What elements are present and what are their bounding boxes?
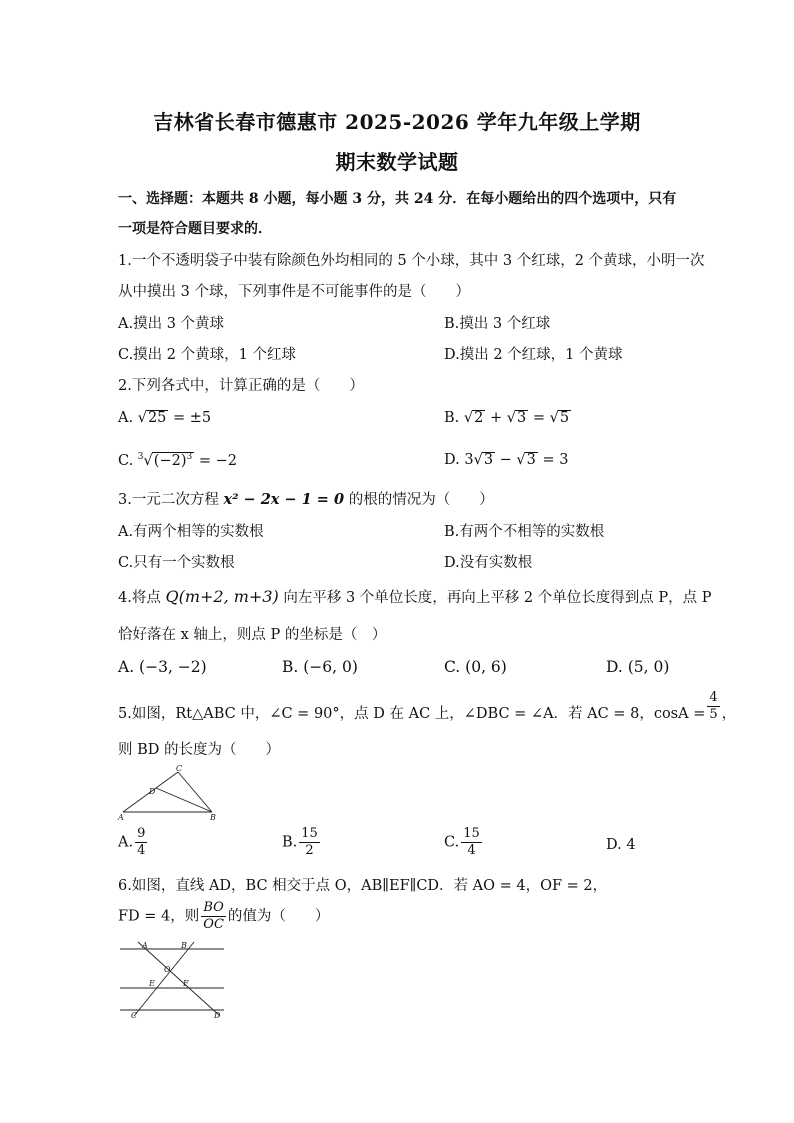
q6-frac-den: OC (203, 917, 224, 932)
radical-sign: √ (137, 410, 147, 426)
q5-c-fraction (461, 826, 482, 859)
q2-c-index: 3 (137, 452, 144, 462)
q2-b-r2: 3 (516, 410, 527, 426)
label-b: B (181, 941, 187, 950)
q2-d-r1: 3 (483, 452, 494, 468)
q1-stem-line2: 从中摸出 3 个球，下列事件是不可能事件的是（ ） (118, 284, 470, 300)
q6-parallel-lines-figure (116, 938, 231, 1024)
q2-c-rest: = −2 (194, 452, 237, 469)
q5-triangle-svg (116, 762, 226, 822)
q2-option-c (118, 452, 237, 470)
q2-option-d (444, 452, 569, 469)
q3-option-a: A.有两个相等的实数根 (118, 524, 264, 540)
page-subtitle: 期末数学试题 (335, 150, 459, 174)
q1-stem-line1: 1.一个不透明袋子中装有除颜色外均相同的 5 个小球，其中 3 个红球，2 个黄球，小明一次 (118, 253, 705, 269)
label-c: C (176, 764, 183, 773)
q5-stem-line1 (118, 689, 737, 723)
label-a: A (118, 813, 124, 822)
radical-sign: √ (143, 452, 153, 469)
q4-stem-pre: 4.将点 (118, 590, 166, 606)
q2-d-label: D. (444, 452, 460, 468)
label-b: B (210, 813, 216, 822)
q4-stem-line1 (118, 586, 711, 607)
q5-a-label: A. (118, 834, 134, 851)
section-heading-line2: 一项是符合题目要求的． (118, 221, 272, 237)
q5-a-num: 9 (137, 826, 146, 841)
q6-frac-num: BO (201, 900, 226, 917)
q5-option-a (118, 826, 149, 859)
q5-frac-num: 4 (709, 689, 718, 705)
q5-triangle-figure (116, 762, 226, 826)
label-d: D (149, 787, 156, 796)
q3-option-c: C.只有一个实数根 (118, 555, 235, 571)
q2-c-base: (−2) (153, 452, 187, 469)
label-o: O (164, 965, 171, 974)
q2-d-r2: 3 (526, 452, 536, 468)
q1-option-d: D.摸出 2 个红球，1 个黄球 (444, 347, 623, 363)
q5-b-label: B. (282, 834, 298, 851)
q5-a-den: 4 (137, 843, 146, 858)
side-cb (178, 772, 212, 812)
q5-option-c (444, 826, 484, 859)
q2-d-coef: 3 (464, 452, 474, 468)
q1-option-b: B.摸出 3 个红球 (444, 316, 551, 332)
q2-option-a (118, 410, 211, 427)
q6-figure-svg (116, 938, 231, 1020)
q2-c-label: C. (118, 452, 134, 469)
label-f: F (183, 979, 189, 988)
q5-b-num: 15 (301, 826, 318, 841)
q3-option-d: D.没有实数根 (444, 555, 533, 571)
q3-equation: x² − 2x − 1 = 0 (223, 491, 345, 508)
q2-option-b (444, 410, 571, 427)
q2-b-eq: = (528, 410, 550, 426)
q5-frac-den: 5 (709, 706, 718, 722)
q6-stem-line1: 6.如图，直线 AD，BC 相交于点 O，AB∥EF∥CD．若 AO = 4，OF = 2， (118, 878, 608, 894)
q3-stem-post: 的根的情况为（ ） (344, 492, 494, 508)
label-d: D (214, 1011, 221, 1020)
q5-stem-end: ， (721, 706, 737, 722)
q5-option-b (282, 826, 322, 859)
q2-c-exp: 3 (186, 452, 193, 462)
page-title: 吉林省长春市德惠市 2025-2026 学年九年级上学期 (153, 110, 641, 134)
radical-sign: √ (463, 410, 474, 426)
q4-point: Q(m+2, m+3) (165, 587, 279, 606)
q2-b-r1: 2 (474, 410, 484, 426)
q4-option-c: C. (0, 6) (444, 658, 507, 676)
label-c: C (131, 1011, 138, 1020)
radical-sign: √ (549, 410, 559, 426)
q2-stem: 2.下列各式中，计算正确的是（ ） (118, 378, 364, 394)
radical-sign: √ (506, 410, 516, 426)
q1-option-c: C.摸出 2 个黄球，1 个红球 (118, 347, 296, 363)
q2-c-radicand (152, 452, 194, 470)
q3-option-b: B.有两个不相等的实数根 (444, 524, 605, 540)
q6-stem-line2 (118, 900, 329, 933)
label-a: A (142, 941, 148, 950)
q2-b-r3: 5 (559, 410, 570, 426)
q6-line2-pre: FD = 4，则 (118, 908, 200, 925)
q3-stem-pre: 3.一元二次方程 (118, 492, 224, 508)
q2-b-label: B. (444, 410, 460, 426)
q5-c-num: 15 (463, 826, 480, 841)
q4-option-b: B. (−6, 0) (282, 658, 358, 676)
segment-bd (156, 788, 212, 812)
q5-c-den: 4 (467, 843, 476, 858)
q5-a-fraction (135, 826, 147, 859)
q6-ratio-fraction (201, 900, 226, 933)
q3-stem (118, 488, 494, 509)
q5-b-den: 2 (305, 843, 314, 858)
q4-option-a: A. (−3, −2) (118, 658, 207, 676)
q4-option-d: D. (5, 0) (606, 658, 670, 676)
q2-a-rest: = ±5 (168, 410, 212, 426)
q2-a-label: A. (118, 410, 134, 426)
q6-line2-post: 的值为（ ） (227, 908, 330, 925)
radical-sign: √ (516, 452, 526, 468)
label-e: E (149, 979, 155, 988)
q5-c-label: C. (444, 834, 460, 851)
q4-stem-line2: 恰好落在 x 轴上，则点 P 的坐标是（ ） (118, 627, 387, 643)
q5-option-d: D. 4 (606, 837, 636, 853)
q2-b-plus: + (485, 410, 507, 426)
q5-b-fraction (299, 826, 320, 859)
q5-stem-pre: 5.如图，Rt△ABC 中，∠C = 90°，点 D 在 AC 上，∠DBC = ∠A．若 AC = 8，cosA = (118, 706, 706, 722)
q2-a-radicand: 25 (147, 410, 167, 426)
q5-cos-fraction (707, 690, 719, 723)
radical-sign: √ (473, 452, 483, 468)
q2-d-rest: = 3 (537, 452, 569, 468)
q5-stem-line2: 则 BD 的长度为（ ） (118, 742, 280, 758)
section-heading-line1: 一、选择题：本题共 8 小题，每小题 3 分，共 24 分．在每小题给出的四个选项中，只有 (118, 191, 677, 207)
q4-stem-post: 向左平移 3 个单位长度，再向上平移 2 个单位长度得到点 P，点 P (278, 590, 712, 606)
q2-d-minus: − (495, 452, 517, 468)
q1-option-a: A.摸出 3 个黄球 (118, 316, 225, 332)
